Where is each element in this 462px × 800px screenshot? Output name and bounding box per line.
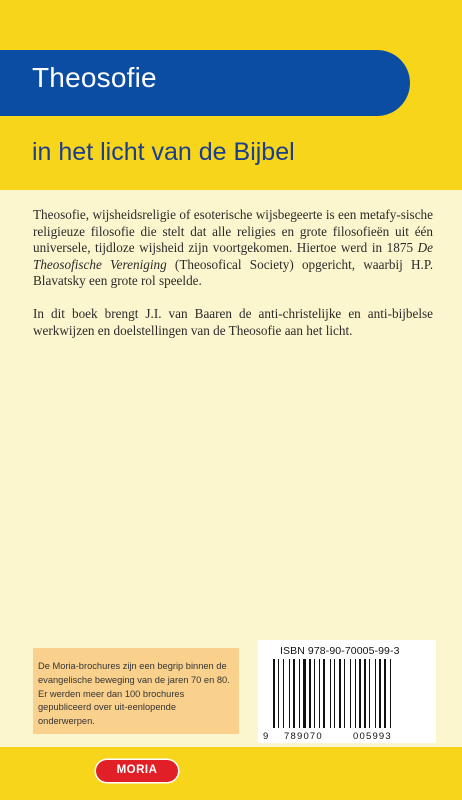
barcode-bar xyxy=(309,659,311,728)
barcode-bar xyxy=(369,659,370,728)
barcode-bar xyxy=(339,659,341,728)
blurb-paragraph-1: Theosofie, wijsheidsreligie of esoterische wijsbegeerte is een metafy-sische religieuze filosofie die stelt dat alle religies en grote filosofieën uit één universele, tijdloze wijsheid zijn voortgekomen. Hiertoe werd in 1875 De Theosofische Vereniging (Theosofical Society) opgericht, waarbij H.P. Blavatsky een grote rol speelde. xyxy=(33,207,433,289)
barcode-bar xyxy=(350,659,351,728)
book-title: Theosofie xyxy=(32,62,157,93)
barcode-bar xyxy=(375,659,376,728)
barcode-bar xyxy=(289,659,290,728)
barcode-digits-left: 789070 xyxy=(284,731,323,742)
barcode-bar xyxy=(359,659,361,728)
barcode-bar xyxy=(314,659,315,728)
barcode-bar xyxy=(319,659,320,728)
blurb-paragraph-2: In dit boek brengt J.I. van Baaren de anti-christelijke en anti-bijbelse werkwijzen en doelstellingen van de Theosofie aan het licht. xyxy=(33,305,433,338)
barcode-bar xyxy=(293,659,295,728)
barcode-bar xyxy=(299,659,300,728)
barcode-bar xyxy=(344,659,345,728)
book-subtitle: in het licht van de Bijbel xyxy=(32,138,295,166)
barcode-bar xyxy=(283,659,284,728)
barcode-bar xyxy=(273,659,275,728)
barcode-bar xyxy=(303,659,306,728)
barcode-digit-first: 9 xyxy=(263,731,270,742)
barcode-bar xyxy=(355,659,356,728)
barcode-digits-right: 005993 xyxy=(353,731,392,742)
publisher-logo-text: MORIA xyxy=(116,764,158,776)
info-box-text: De Moria-brochures zijn een begrip binnen de evangelische beweging van de jaren 70 en 80. Er werden meer dan 100 brochures gepubliceerd over uit-eenlopende onderwerpen. xyxy=(38,661,230,727)
barcode-icon xyxy=(273,659,423,728)
barcode-bar xyxy=(278,659,279,728)
barcode-bar xyxy=(330,659,331,728)
barcode-bar xyxy=(384,659,386,728)
barcode-bar xyxy=(379,659,381,728)
barcode-bar xyxy=(334,659,335,728)
society-name: De Theosofische Vereniging xyxy=(33,240,433,272)
blurb xyxy=(33,207,433,355)
barcode-bar xyxy=(323,659,325,728)
barcode-bar xyxy=(364,659,366,728)
barcode-bar xyxy=(390,659,391,728)
isbn-label: ISBN 978-90-70005-99-3 xyxy=(280,645,400,657)
